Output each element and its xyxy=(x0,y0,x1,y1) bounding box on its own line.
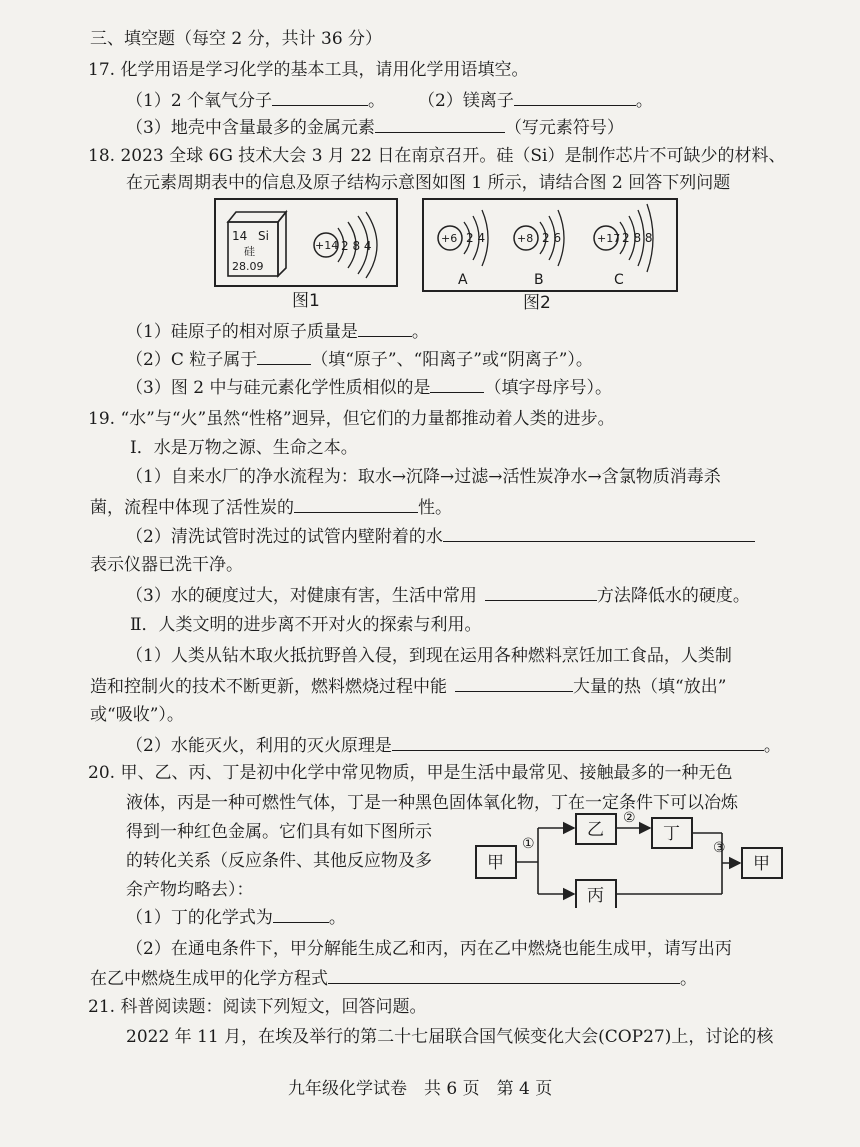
figure-1 xyxy=(214,198,398,287)
figure-2-atoms xyxy=(424,200,676,290)
q19-a1-line2: 菌，流程中体现了活性炭的 性。 xyxy=(90,498,452,518)
q20-part1: （1）丁的化学式为 。 xyxy=(126,908,346,928)
answer-blank[interactable] xyxy=(358,320,412,337)
answer-blank[interactable] xyxy=(392,734,764,751)
q21-stem: 21. 科普阅读题：阅读下列短文，回答问题。 xyxy=(88,997,427,1017)
q17-part2: （2）镁离子 。 xyxy=(418,91,653,111)
box-jia-start-label: 甲 xyxy=(487,853,504,873)
box-ding-label: 丁 xyxy=(663,824,680,844)
atom-C-nucleus: +17 xyxy=(597,232,621,245)
q19-stem: 19. “水”与“火”虽然“性格”迥异，但它们的力量都推动着人类的进步。 xyxy=(88,409,615,429)
answer-blank[interactable] xyxy=(443,525,755,542)
q18-part1: （1）硅原子的相对原子质量是 。 xyxy=(126,322,429,342)
q18-stem-line1: 18. 2023 全球 6G 技术大会 3 月 22 日在南京召开。硅（Si）是制作芯片不可缺少的材料、 xyxy=(88,146,786,166)
q18-stem-line2: 在元素周期表中的信息及原子结构示意图如图 1 所示，请结合图 2 回答下列问题 xyxy=(126,173,731,193)
electron-shells: 2 8 4 xyxy=(341,239,372,253)
element-mass: 28.09 xyxy=(232,260,264,273)
answer-blank[interactable] xyxy=(328,967,680,984)
q19-b1-line3: 或“吸收”）。 xyxy=(90,705,184,725)
q19-a2-line1: （2）清洗试管时洗过的试管内壁附着的水 xyxy=(126,525,755,548)
figure-2-caption: 图2 xyxy=(523,293,551,313)
q17-stem: 17. 化学用语是学习化学的基本工具，请用化学用语填空。 xyxy=(88,60,529,80)
q18-part2: （2）C 粒子属于 （填“原子”、“阳离子”或“阴离子”）。 xyxy=(126,350,593,370)
q20-line3: 得到一种红色金属。它们具有如下图所示 xyxy=(126,822,432,842)
answer-blank[interactable] xyxy=(294,496,418,513)
q20-line4: 的转化关系（反应条件、其他反应物及多 xyxy=(126,851,432,871)
page-footer: 九年级化学试卷 共 6 页 第 4 页 xyxy=(288,1079,553,1099)
answer-blank[interactable] xyxy=(375,116,505,133)
atom-B-label: B xyxy=(534,272,544,288)
answer-blank[interactable] xyxy=(514,89,636,106)
step-1-label: ① xyxy=(522,836,535,852)
q20-line1: 20. 甲、乙、丙、丁是初中化学中常见物质，甲是生活中最常见、接触最多的一种无色 xyxy=(88,763,733,783)
atom-A xyxy=(438,210,488,288)
q20-line2: 液体，丙是一种可燃性气体，丁是一种黑色固体氧化物，丁在一定条件下可以冶炼 xyxy=(126,793,738,813)
element-symbol: Si xyxy=(258,229,269,243)
q19-a1-line1: （1）自来水厂的净水流程为：取水→沉降→过滤→活性炭净水→含氯物质消毒杀 xyxy=(126,467,721,487)
element-name: 硅 xyxy=(244,245,255,258)
atom-A-label: A xyxy=(458,272,468,288)
q18-part3: （3）图 2 中与硅元素化学性质相似的是 （填字母序号）。 xyxy=(126,378,612,398)
q20-p2-line1: （2）在通电条件下，甲分解能生成乙和丙，丙在乙中燃烧也能生成甲，请写出丙 xyxy=(126,939,732,959)
q17-part1: （1）2 个氧气分子 。 xyxy=(126,91,386,111)
atom-C xyxy=(594,204,653,288)
nucleus-charge: +14 xyxy=(315,239,339,252)
q21-text: 2022 年 11 月，在埃及举行的第二十七届联合国气候变化大会(COP27)上，讨论的核 xyxy=(126,1027,774,1047)
answer-blank[interactable] xyxy=(272,89,368,106)
answer-blank[interactable] xyxy=(273,906,329,923)
step-3-label: ③ xyxy=(713,840,726,856)
atom-A-shells: 2 4 xyxy=(466,231,486,245)
q17-part3: （3）地壳中含量最多的金属元素 （写元素符号） xyxy=(126,118,624,138)
q19-b2: （2）水能灭火，利用的灭火原理是 。 xyxy=(126,736,781,756)
atom-B-nucleus: +8 xyxy=(517,232,534,245)
box-jia-end-label: 甲 xyxy=(753,854,770,874)
q20-line5: 余产物均略去）： xyxy=(126,880,254,900)
answer-blank[interactable] xyxy=(455,675,573,692)
box-yi-label: 乙 xyxy=(587,820,604,840)
step-2-label: ② xyxy=(623,810,636,826)
atom-B xyxy=(514,210,564,288)
element-number: 14 xyxy=(232,229,248,243)
atom-C-label: C xyxy=(614,272,624,288)
atom-A-nucleus: +6 xyxy=(441,232,458,245)
q19-a3: （3）水的硬度过大，对健康有害，生活中常用 方法降低水的硬度。 xyxy=(126,586,750,606)
atom-C-shells: 2 8 8 xyxy=(622,231,653,245)
q19-part2-heading: Ⅱ．人类文明的进步离不开对火的探索与利用。 xyxy=(130,615,482,635)
section-title: 三、填空题（每空 2 分，共计 36 分） xyxy=(90,29,383,49)
q19-part1-heading: Ⅰ．水是万物之源、生命之本。 xyxy=(130,438,358,458)
figure-1-caption: 图1 xyxy=(292,291,320,311)
q19-b1-line2: 造和控制火的技术不断更新，燃料燃烧过程中能 大量的热（填“放出” xyxy=(90,677,727,697)
atom-B-shells: 2 6 xyxy=(542,231,562,245)
answer-blank[interactable] xyxy=(257,348,311,365)
box-bing-label: 丙 xyxy=(587,886,604,906)
answer-blank[interactable] xyxy=(485,584,597,601)
transformation-diagram xyxy=(470,808,790,908)
answer-blank[interactable] xyxy=(430,376,484,393)
q20-p2-line2: 在乙中燃烧生成甲的化学方程式 。 xyxy=(90,969,697,989)
figure-2 xyxy=(422,198,678,292)
q19-b1-line1: （1）人类从钻木取火抵抗野兽入侵，到现在运用各种燃料烹饪加工食品，人类制 xyxy=(126,646,732,666)
q19-a2-line2: 表示仪器已洗干净。 xyxy=(90,555,243,575)
